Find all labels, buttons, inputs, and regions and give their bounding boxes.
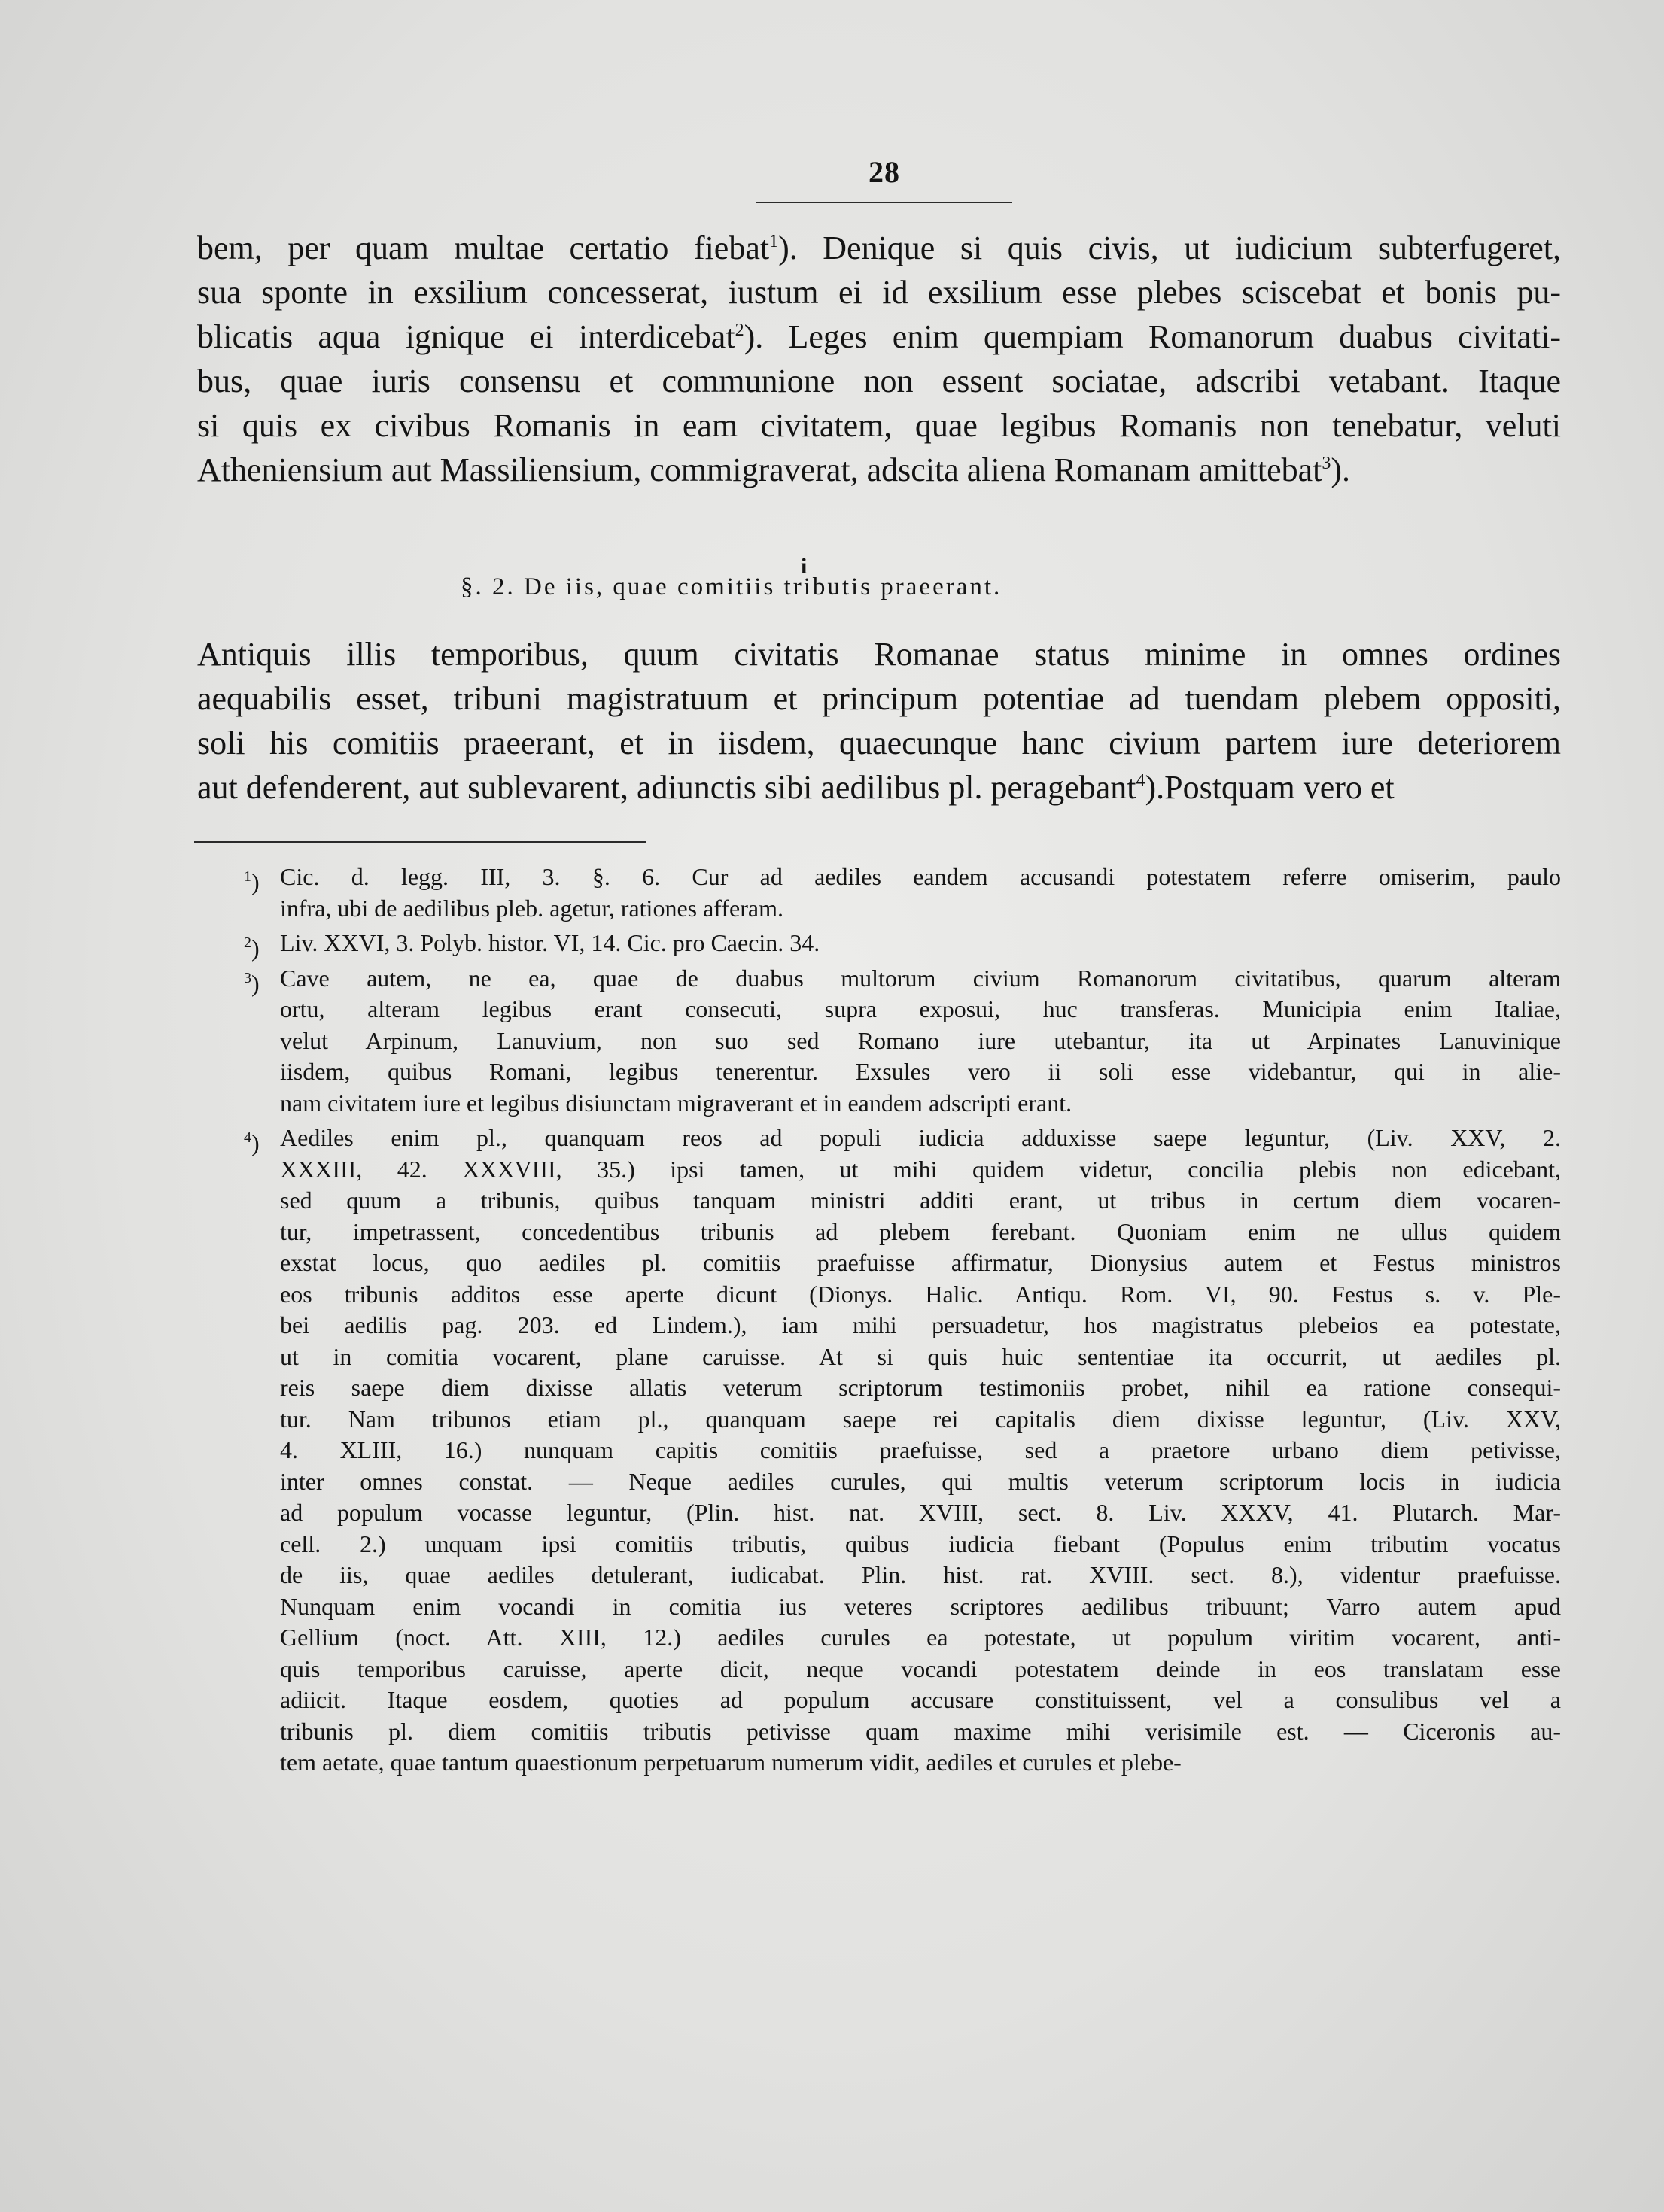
footnote-number: 2 — [244, 934, 251, 951]
footnotes — [197, 861, 1561, 1779]
footnote-line: ad populum vocasse leguntur, (Plin. hist. nat. XVIII, sect. 8. Liv. XXXV, 41. Plutarch. Mar- — [280, 1499, 1561, 1526]
text-line — [197, 721, 1561, 765]
footnote-reference: 2 — [735, 321, 744, 340]
footnote-marker: $^4$) — [244, 1129, 260, 1156]
text-line — [197, 448, 1561, 492]
text-line — [197, 270, 1561, 314]
footnote-line: tur, impetrassent, concedentibus tribunis ad plebem ferebant. Quoniam enim ne ullus quidem — [280, 1217, 1561, 1245]
header-rule — [756, 202, 1012, 203]
page-number: 28 — [869, 155, 900, 189]
footnote-number: 1 — [244, 868, 251, 885]
footnote-reference: 4 — [1136, 771, 1145, 791]
footnote-line: Nunquam enim vocandi in comitia ius veteres scriptores aedilibus tribuunt; Varro autem apud — [280, 1592, 1561, 1620]
footnote-line: ut in comitia vocarent, plane caruisse. At si quis huic sententiae ita occurrit, ut aediles pl. — [280, 1342, 1561, 1370]
bleed-through-text — [316, 534, 323, 566]
line-text: aut defenderent, aut sublevarent, adiunctis sibi aedilibus pl. peragebant — [197, 769, 1136, 806]
section-heading — [461, 554, 1288, 601]
text-line — [197, 632, 1561, 676]
line-text-tail: ).Postquam vero et — [1145, 769, 1395, 806]
footnote-line: tribunis pl. diem comitiis tributis petivisse quam maxime mihi verisimile est. — Ciceronis au- — [280, 1717, 1561, 1745]
footnote — [197, 1123, 1561, 1779]
footnote-number: 3 — [244, 969, 251, 986]
line-text: aequabilis esset, tribuni magistratuum et principum potentiae ad tuendam plebem oppositi, — [197, 680, 1561, 717]
footnote-line: sed quum a tribunis, quibus tanquam ministri additi erant, ut tribus in certum diem vocaren- — [280, 1187, 1561, 1214]
line-text-tail: ). Leges enim quempiam Romanorum duabus civitati- — [744, 318, 1562, 355]
line-text: si quis ex civibus Romanis in eam civitatem, quae legibus Romanis non tenebatur, veluti — [197, 407, 1561, 444]
footnote-number: 4 — [244, 1129, 251, 1146]
line-text: bem, per quam multae certatio fiebat — [197, 229, 770, 266]
footnote — [197, 928, 1561, 962]
text-line — [197, 403, 1561, 448]
footnote-line: velut Arpinum, Lanuvium, non suo sed Romano iure utebantur, ita ut Arpinates Lanuvinique — [280, 1026, 1561, 1054]
footnote-line: Liv. XXVI, 3. Polyb. histor. VI, 14. Cic. pro Caecin. 34. — [280, 929, 820, 956]
text-line — [197, 314, 1561, 359]
footnote-line: ortu, alteram legibus erant consecuti, supra exposui, huc transferas. Municipia enim Italiae, — [280, 995, 1561, 1022]
line-text: bus, quae iuris consensu et communione non essent sociatae, adscribi vetabant. Itaque — [197, 363, 1561, 400]
footnote-reference: 1 — [769, 232, 779, 251]
footnote-line: tur. Nam tribunos etiam pl., quanquam saepe rei capitalis diem dixisse leguntur, (Liv. XXV, — [280, 1405, 1561, 1433]
line-text-tail: ). — [1331, 451, 1351, 488]
line-text-tail: ). Denique si quis civis, ut iudicium subterfugeret, — [778, 229, 1561, 266]
footnote-line: 4. XLIII, 16.) nunquam capitis comitiis praefuisse, sed a praetore urbano diem petivisse, — [280, 1436, 1561, 1463]
footnote-line: cell. 2.) unquam ipsi comitiis tributis, quibus iudicia fiebant (Populus enim tributim vocatus — [280, 1530, 1561, 1557]
footnote-line: nam civitatem iure et legibus disiunctam migraverant et in eandem adscripti erant. — [280, 1089, 1072, 1117]
text-line — [197, 359, 1561, 403]
footnote-line: tem aetate, quae tantum quaestionum perpetuarum numerum vidit, aediles et curules et plebe- — [280, 1749, 1182, 1776]
handwritten-correction: i — [801, 554, 810, 579]
footnote-line: Aediles enim pl., quanquam reos ad populi iudicia adduxisse saepe leguntur, (Liv. XXV, 2. — [280, 1124, 1561, 1151]
line-text: blicatis aqua ignique ei interdicebat — [197, 318, 735, 355]
section-heading-text: §. 2. De iis, quae comitiis tributis praeerant. — [461, 573, 1002, 600]
footnote-line: XXXIII, 42. XXXVIII, 35.) ipsi tamen, ut mihi quidem videtur, concilia plebis non edicebant, — [280, 1155, 1561, 1183]
line-text: Atheniensium aut Massiliensium, commigraverat, adscita aliena Romanam amittebat — [197, 451, 1322, 488]
footnote-marker: $^3$) — [244, 969, 260, 997]
footnote-line: eos tribunis additos esse aperte dicunt (Dionys. Halic. Antiqu. Rom. VI, 90. Festus s. v. Ple- — [280, 1280, 1561, 1308]
text-line — [197, 765, 1561, 810]
footnote-line: iisdem, quibus Romani, legibus tenerentur. Exsules vero ii soli esse videbantur, qui in alie- — [280, 1058, 1561, 1085]
footnote-line: quis temporibus caruisse, aperte dicit, neque vocandi potestatem deinde in eos translatam esse — [280, 1654, 1561, 1682]
footnote-marker: $^1$) — [244, 868, 260, 895]
text-line — [197, 676, 1561, 721]
paragraph-2 — [197, 632, 1561, 810]
footnote-line: Gellium (noct. Att. XIII, 12.) aediles curules ea potestate, ut populum viritim vocarent, anti- — [280, 1624, 1561, 1651]
footnote-line: Cave autem, ne ea, quae de duabus multorum civium Romanorum civitatibus, quarum alteram — [280, 964, 1561, 992]
footnote-marker: $^2$) — [244, 934, 260, 962]
footnote-line: inter omnes constat. — Neque aediles curules, qui multis veterum scriptorum locis in iudicia — [280, 1467, 1561, 1495]
line-text: sua sponte in exsilium concesserat, iustum ei id exsilium esse plebes sciscebat et bonis pu- — [197, 274, 1561, 311]
footnote-line: infra, ubi de aedilibus pleb. agetur, rationes afferam. — [280, 894, 783, 922]
footnote-rule — [194, 841, 646, 843]
footnote — [197, 963, 1561, 1120]
line-text: soli his comitiis praeerant, et in iisdem, quaecunque hanc civium partem iure deteriorem — [197, 725, 1561, 761]
footnote — [197, 861, 1561, 924]
footnote-line: exstat locus, quo aediles pl. comitiis praefuisse affirmatur, Dionysius autem et Festus ministros — [280, 1249, 1561, 1276]
footnote-line: adiicit. Itaque eosdem, quoties ad populum accusare constituissent, vel a consulibus vel a — [280, 1686, 1561, 1713]
footnote-line: de iis, quae aediles detulerant, iudicabat. Plin. hist. rat. XVIII. sect. 8.), videntur praefuisse. — [280, 1561, 1561, 1588]
text-line — [197, 226, 1561, 270]
footnote-reference: 3 — [1322, 454, 1331, 473]
footnote-line: reis saepe diem dixisse allatis veterum scriptorum testimoniis probet, nihil ea ratione consequi- — [280, 1374, 1561, 1401]
paragraph-1 — [197, 226, 1561, 492]
line-text: Antiquis illis temporibus, quum civitatis Romanae status minime in omnes ordines — [197, 636, 1561, 673]
footnote-line: Cic. d. legg. III, 3. §. 6. Cur ad aediles eandem accusandi potestatem referre omiserim, paulo — [280, 863, 1561, 890]
footnote-line: bei aedilis pag. 203. ed Lindem.), iam mihi persuadetur, hos magistratus plebeios ea potestate, — [280, 1311, 1561, 1338]
